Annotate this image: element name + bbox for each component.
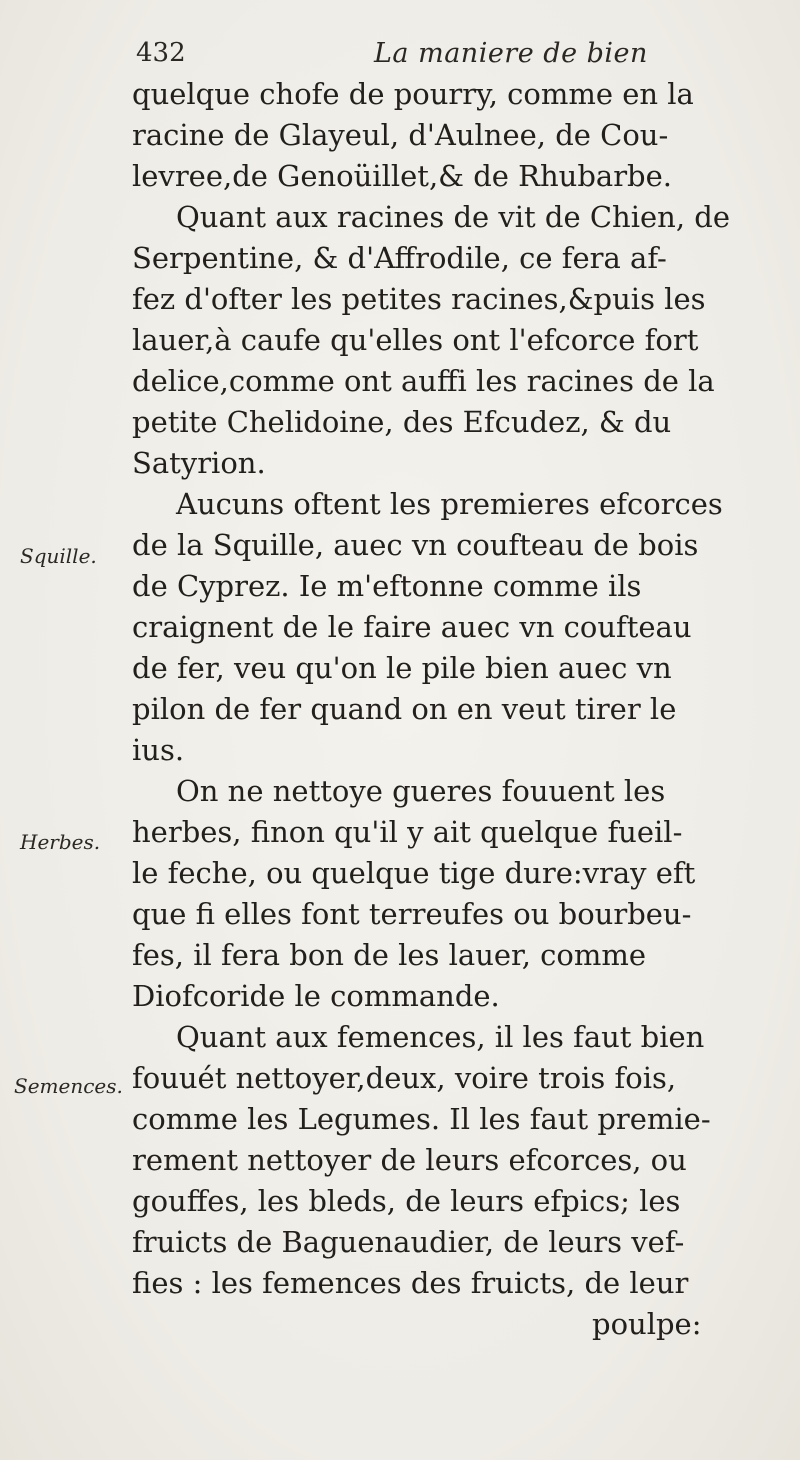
page-header xyxy=(136,38,696,78)
text-line: levree,de Genoüillet,& de Rhubarbe. xyxy=(132,159,672,193)
text-line: Diofcoride le commande. xyxy=(132,979,500,1013)
margin-note-herbes: Herbes. xyxy=(20,830,101,854)
text-line: fes, il fera bon de les lauer, comme xyxy=(132,938,647,972)
text-line: Aucuns oftent les premieres efcorces xyxy=(176,487,723,521)
text-line: herbes, finon qu'il y ait quelque fueil- xyxy=(132,815,683,849)
text-line: fies : les femences des fruicts, de leur xyxy=(132,1266,689,1300)
text-line: ius. xyxy=(132,733,185,767)
text-line: delice,comme ont auffi les racines de la xyxy=(132,364,715,398)
margin-note-squille: Squille. xyxy=(20,544,97,568)
body-text xyxy=(132,74,792,1345)
running-head: La maniere de bien xyxy=(374,38,648,69)
text-line: racine de Glayeul, d'Aulnee, de Cou- xyxy=(132,118,669,152)
catchword: poulpe: xyxy=(592,1307,702,1341)
text-line: de la Squille, auec vn coufteau de bois xyxy=(132,528,699,562)
text-line: On ne nettoye gueres fouuent les xyxy=(176,774,666,808)
text-line: fruicts de Baguenaudier, de leurs vef- xyxy=(132,1225,685,1259)
text-line: rement nettoyer de leurs efcorces, ou xyxy=(132,1143,687,1177)
text-line: lauer,à caufe qu'elles ont l'efcorce fort xyxy=(132,323,699,357)
text-line: Quant aux femences, il les faut bien xyxy=(176,1020,705,1054)
text-line: Satyrion. xyxy=(132,446,266,480)
text-line: Quant aux racines de vit de Chien, de xyxy=(176,200,731,234)
text-line: le feche, ou quelque tige dure:vray eft xyxy=(132,856,696,890)
text-line: quelque chofe de pourry, comme en la xyxy=(132,77,694,111)
text-line: petite Chelidoine, des Efcudez, & du xyxy=(132,405,672,439)
text-line: que fi elles font terreufes ou bourbeu- xyxy=(132,897,692,931)
text-line: de fer, veu qu'on le pile bien auec vn xyxy=(132,651,672,685)
text-line: de Cyprez. Ie m'eftonne comme ils xyxy=(132,569,642,603)
text-line: Serpentine, & d'Affrodile, ce fera af- xyxy=(132,241,667,275)
text-line: fez d'ofter les petites racines,&puis les xyxy=(132,282,706,316)
margin-note-semences: Semences. xyxy=(14,1074,123,1098)
text-line: comme les Legumes. Il les faut premie- xyxy=(132,1102,711,1136)
page-number: 432 xyxy=(136,38,186,68)
text-line: pilon de fer quand on en veut tirer le xyxy=(132,692,677,726)
text-line: craignent de le faire auec vn coufteau xyxy=(132,610,692,644)
text-line: fouuét nettoyer,deux, voire trois fois, xyxy=(132,1061,677,1095)
text-line: gouffes, les bleds, de leurs efpics; les xyxy=(132,1184,681,1218)
